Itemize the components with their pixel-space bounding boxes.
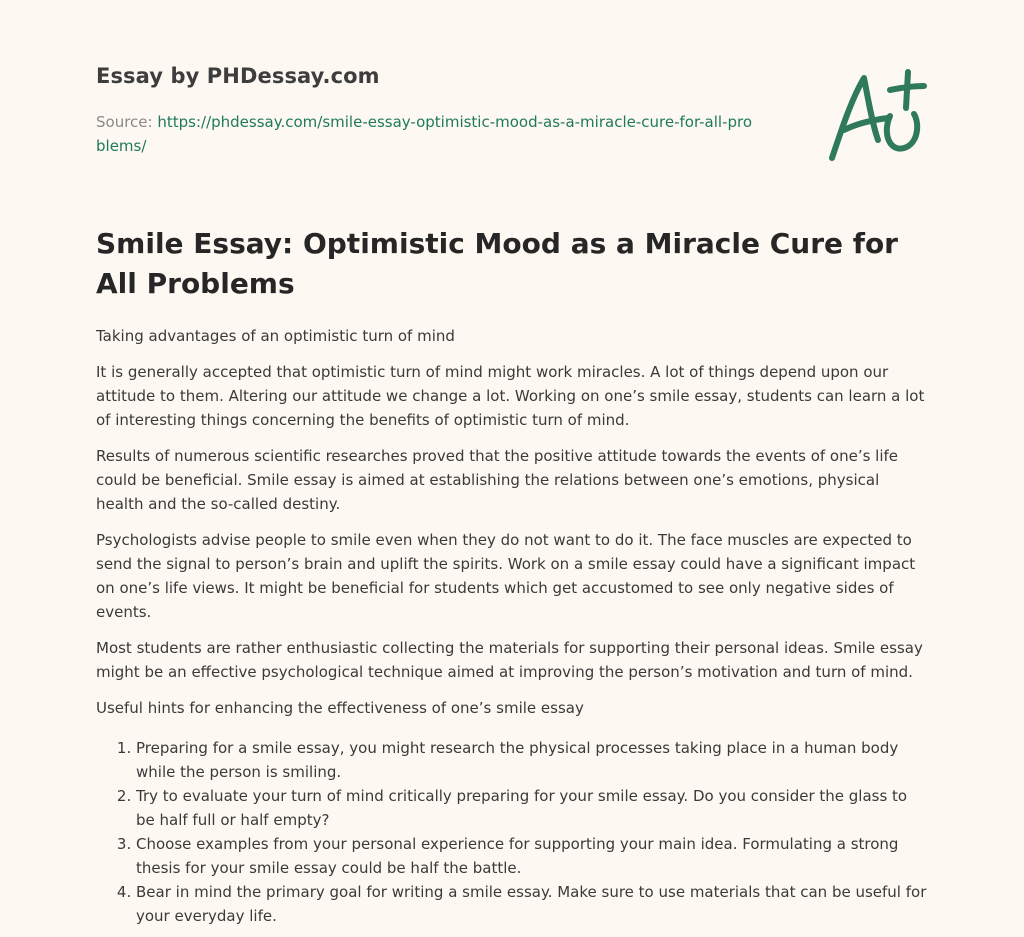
paragraph: Most students are rather enthusiastic collecting the materials for supporting their personal ideas. Smile essay might be an effective psychological technique aimed at improving the person’s motivation and turn of mind. (96, 639, 923, 681)
article-title: Smile Essay: Optimistic Mood as a Miracle Cure for All Problems (96, 227, 898, 300)
hints-list (96, 736, 930, 928)
source-line (96, 110, 756, 158)
paragraph: Useful hints for enhancing the effectiveness of one’s smile essay (96, 699, 584, 717)
site-name: Essay by PHDessay.com (96, 64, 380, 88)
paragraph: Results of numerous scientific researches proved that the positive attitude towards the events of one’s life could be beneficial. Smile essay is aimed at establishing the relations between one’s emotions, physical health and the so-called destiny. (96, 447, 899, 513)
list-item: 4. Bear in mind the primary goal for writing a smile essay. Make sure to use materials that can be useful for your everyday life. (136, 880, 930, 928)
paragraph: It is generally accepted that optimistic turn of mind might work miracles. A lot of things depend upon our attitude to them. Altering our attitude we change a lot. Working on one’s smile essay, students can learn a lot of interesting things concerning the benefits of optimistic turn of mind. (96, 363, 925, 429)
list-item: 1. Preparing for a smile essay, you might research the physical processes taking place in a human body while the person is smiling. (136, 736, 930, 784)
a-plus-logo-icon (820, 68, 930, 164)
article-body (96, 324, 930, 928)
paragraph: Taking advantages of an optimistic turn of mind (96, 327, 455, 345)
paragraph: Psychologists advise people to smile even when they do not want to do it. The face muscles are expected to send the signal to person’s brain and uplift the spirits. Work on a smile essay could have a significant impact on one’s life views. It might be beneficial for students which get accustomed to see only negative sides of events. (96, 531, 916, 621)
source-label: Source: (96, 113, 153, 131)
list-item: 2. Try to evaluate your turn of mind critically preparing for your smile essay. Do you consider the glass to be half full or half empty? (136, 784, 930, 832)
list-item: 3. Choose examples from your personal experience for supporting your main idea. Formulating a strong thesis for your smile essay could be half the battle. (136, 832, 930, 880)
source-link[interactable]: https://phdessay.com/smile-essay-optimistic-mood-as-a-miracle-cure-for-all-problems/ (96, 113, 753, 155)
